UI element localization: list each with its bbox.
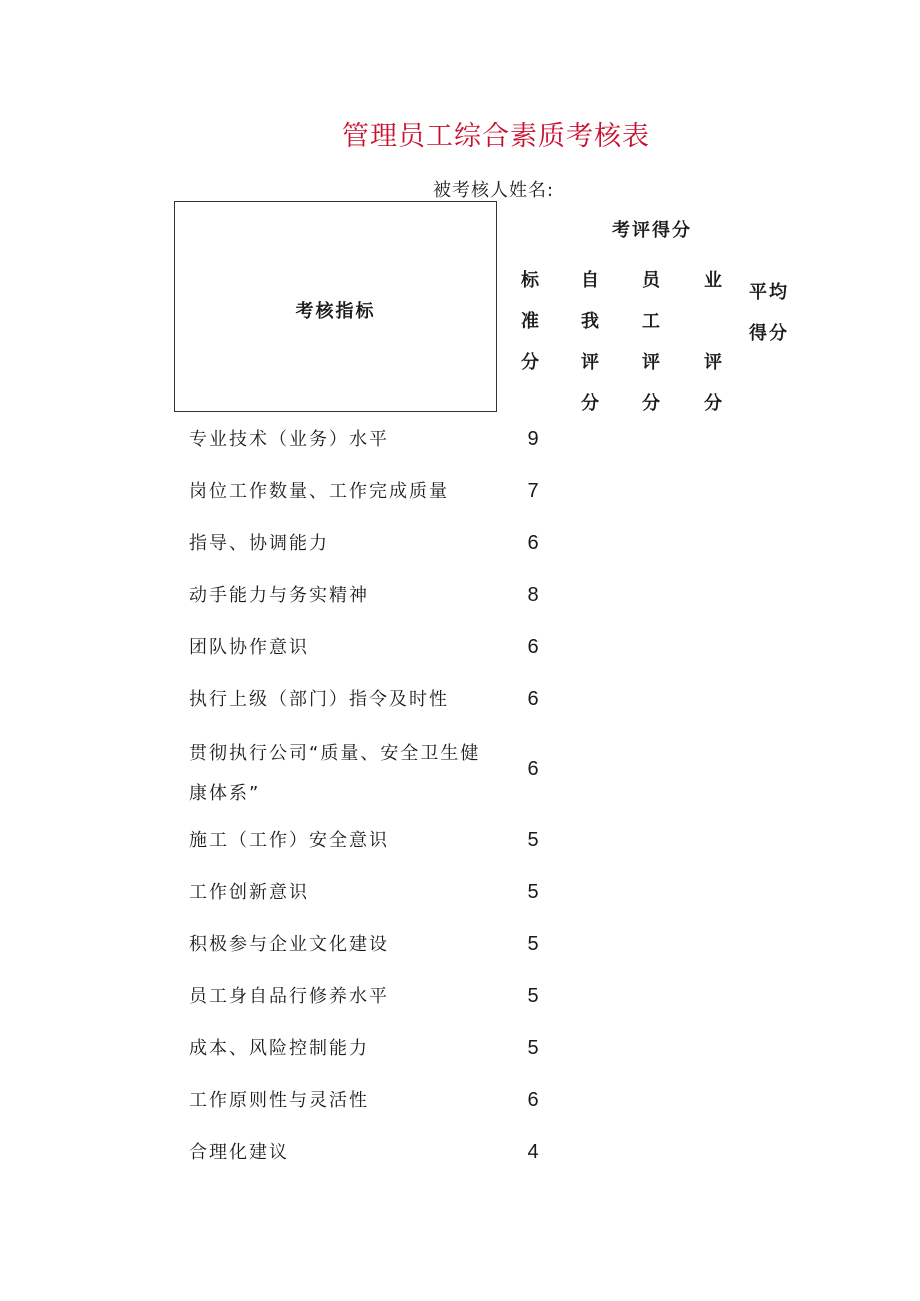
header-char: 评	[704, 352, 722, 373]
row-indicator: 团队协作意识	[189, 637, 309, 658]
row-standard-score: 5	[527, 933, 539, 955]
average-header-line: 平均	[749, 282, 789, 303]
row-standard-score: 9	[527, 428, 539, 450]
row-standard-score: 6	[527, 688, 539, 710]
assessee-name-label: 被考核人姓名:	[433, 180, 555, 201]
row-indicator: 贯彻执行公司“质量、安全卫生健康体系”	[189, 743, 481, 804]
row-indicator: 专业技术（业务）水平	[189, 429, 389, 450]
header-char: 分	[704, 393, 722, 414]
row-indicator: 工作原则性与灵活性	[189, 1090, 369, 1111]
header-char: 分	[642, 393, 660, 414]
row-indicator: 积极参与企业文化建设	[189, 934, 389, 955]
row-indicator: 合理化建议	[189, 1142, 289, 1163]
row-indicator: 成本、风险控制能力	[189, 1038, 369, 1059]
row-indicator: 施工（工作）安全意识	[189, 830, 389, 851]
header-char: 评	[642, 352, 660, 373]
indicator-header-label: 考核指标	[295, 301, 376, 322]
row-standard-score: 5	[527, 881, 539, 903]
row-standard-score: 6	[527, 758, 539, 780]
average-score-header	[749, 272, 789, 354]
header-char: 分	[581, 393, 599, 414]
row-indicator: 工作创新意识	[189, 882, 309, 903]
header-char: 分	[521, 352, 539, 373]
row-standard-score: 6	[527, 532, 539, 554]
header-char: 自	[581, 270, 599, 291]
header-char: 评	[581, 352, 599, 373]
self-score-header	[578, 260, 602, 424]
row-standard-score: 7	[527, 480, 539, 502]
row-standard-score: 5	[527, 1037, 539, 1059]
row-standard-score: 6	[527, 636, 539, 658]
row-standard-score: 5	[527, 985, 539, 1007]
header-char: 准	[521, 311, 539, 332]
header-char: 员	[642, 270, 660, 291]
business-score-header	[701, 260, 725, 424]
average-header-line: 得分	[749, 323, 789, 344]
row-standard-score: 8	[527, 584, 539, 606]
row-standard-score: 6	[527, 1089, 539, 1111]
header-char: 标	[521, 270, 539, 291]
header-char: 工	[642, 311, 660, 332]
row-standard-score: 5	[527, 829, 539, 851]
row-standard-score: 4	[527, 1141, 539, 1163]
indicator-header-cell	[174, 201, 497, 412]
header-char: 业	[704, 270, 722, 291]
header-char: 我	[581, 311, 599, 332]
row-indicator: 执行上级（部门）指令及时性	[189, 689, 449, 710]
employee-score-header	[639, 260, 663, 424]
score-group-header: 考评得分	[612, 220, 692, 241]
row-indicator: 岗位工作数量、工作完成质量	[189, 481, 449, 502]
row-indicator: 指导、协调能力	[189, 533, 329, 554]
page-title: 管理员工综合素质考核表	[342, 121, 650, 152]
header-char	[701, 301, 725, 342]
row-indicator: 员工身自品行修养水平	[189, 986, 389, 1007]
row-indicator: 动手能力与务实精神	[189, 585, 369, 606]
standard-score-header	[518, 260, 542, 383]
